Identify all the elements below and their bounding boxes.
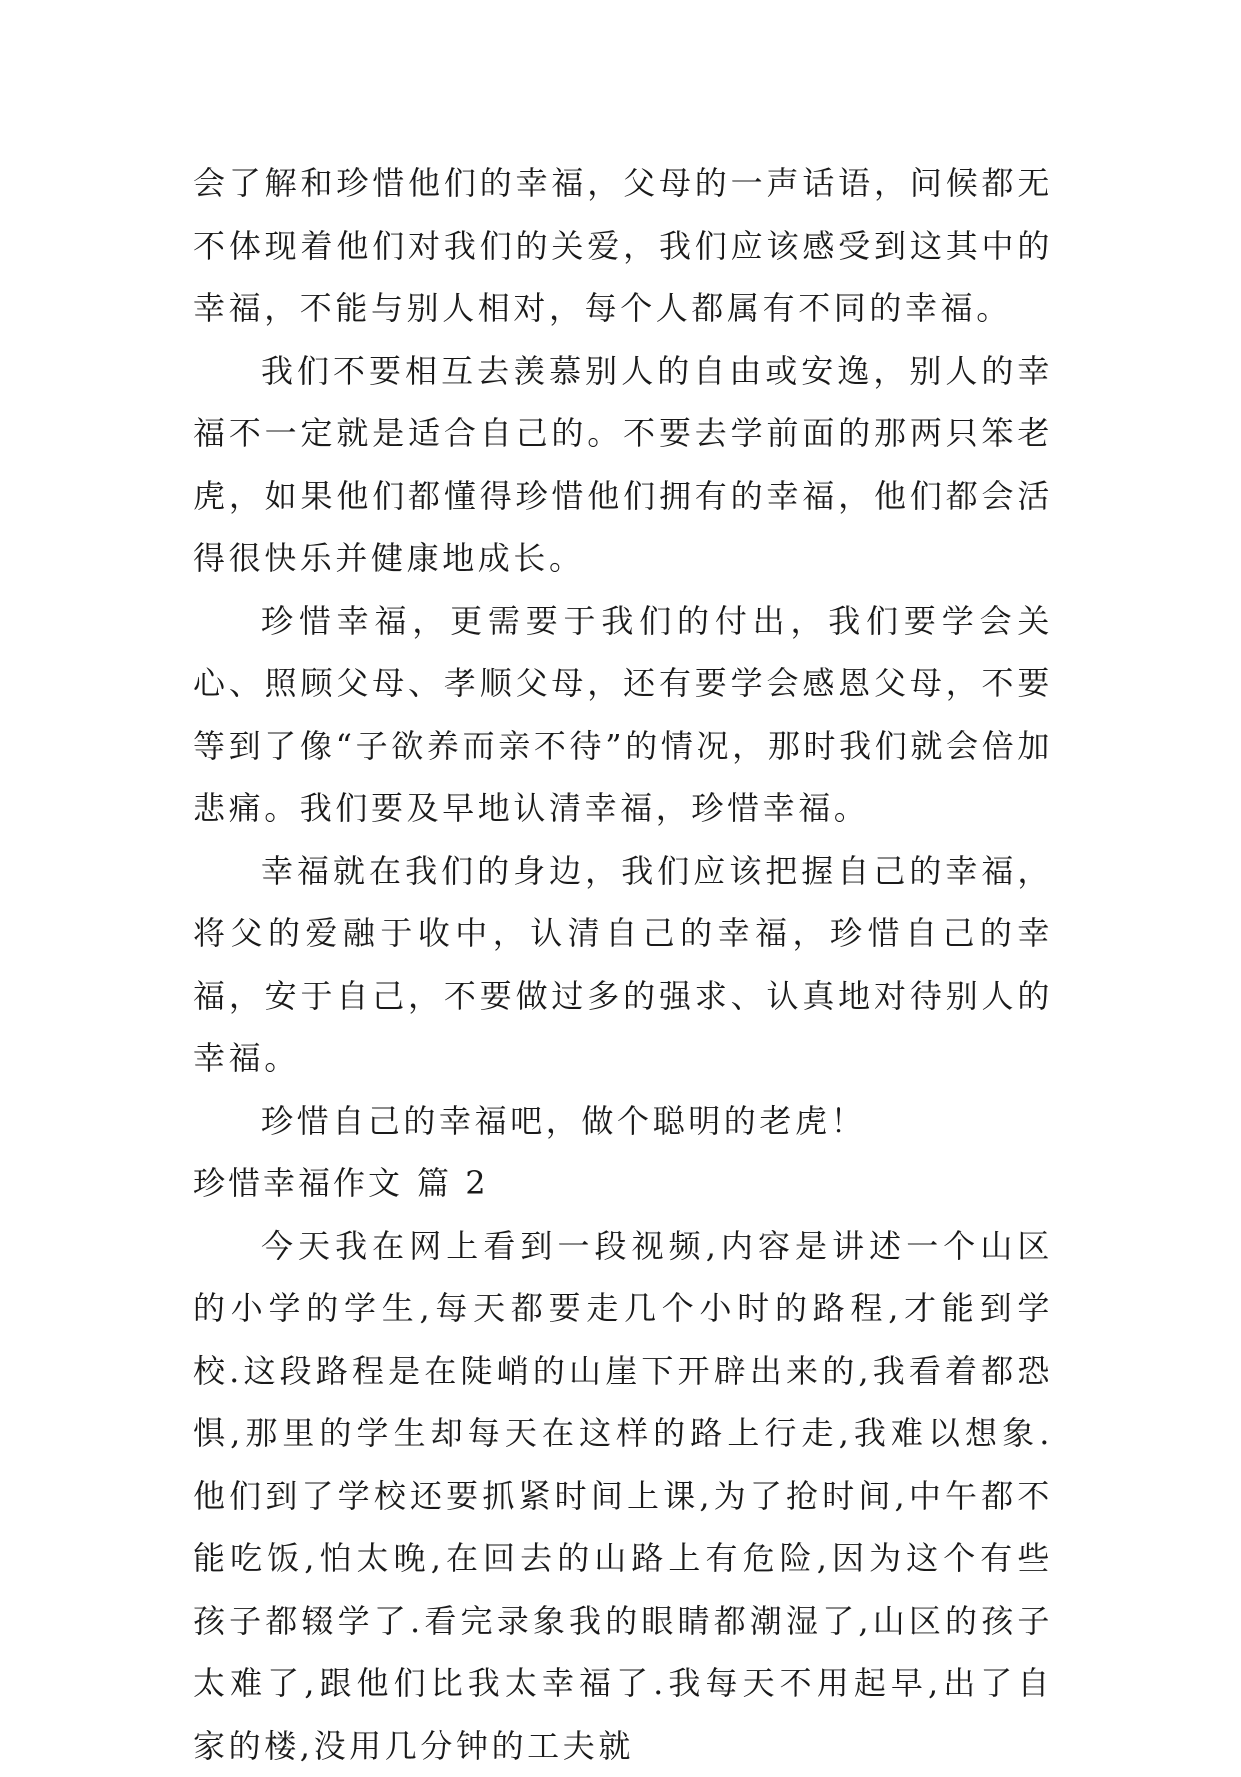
paragraph-6: 今天我在网上看到一段视频,内容是讲述一个山区的小学的学生,每天都要走几个小时的路程,才能到学校.这段路程是在陡峭的山崖下开辟出来的,我看着都恐惧,那里的学生却每天在这样的路上行走,我难以想象.他们到了学校还要抓紧时间上课,为了抢时间,中午都不能吃饭,怕太晚,在回去的山路上有危险,因为这个有些孩子都辍学了.看完录象我的眼睛都潮湿了,山区的孩子太难了,跟他们比我太幸福了.我每天不用起早,出了自家的楼,没用几分钟的工夫就 — [193, 1215, 1053, 1777]
section-heading — [193, 1152, 1053, 1215]
paragraph-3: 珍惜幸福，更需要于我们的付出，我们要学会关心、照顾父母、孝顺父母，还有要学会感恩父母，不要等到了像“子欲养而亲不待”的情况，那时我们就会倍加悲痛。我们要及早地认清幸福，珍惜幸福。 — [193, 590, 1053, 840]
section-heading-number: 篇 2 — [417, 1164, 489, 1202]
paragraph-4: 幸福就在我们的身边，我们应该把握自己的幸福，将父的爱融于收中，认清自己的幸福，珍惜自己的幸福，安于自己，不要做过多的强求、认真地对待别人的幸福。 — [193, 840, 1053, 1090]
paragraph-2: 我们不要相互去羡慕别人的自由或安逸，别人的幸福不一定就是适合自己的。不要去学前面的那两只笨老虎，如果他们都懂得珍惜他们拥有的幸福，他们都会活得很快乐并健康地成长。 — [193, 340, 1053, 590]
paragraph-5: 珍惜自己的幸福吧，做个聪明的老虎！ — [193, 1090, 1053, 1153]
paragraph-1: 会了解和珍惜他们的幸福，父母的一声话语，问候都无不体现着他们对我们的关爱，我们应该感受到这其中的幸福，不能与别人相对，每个人都属有不同的幸福。 — [193, 152, 1053, 340]
document-page — [193, 152, 1053, 1777]
section-heading-title: 珍惜幸福作文 — [193, 1164, 403, 1202]
